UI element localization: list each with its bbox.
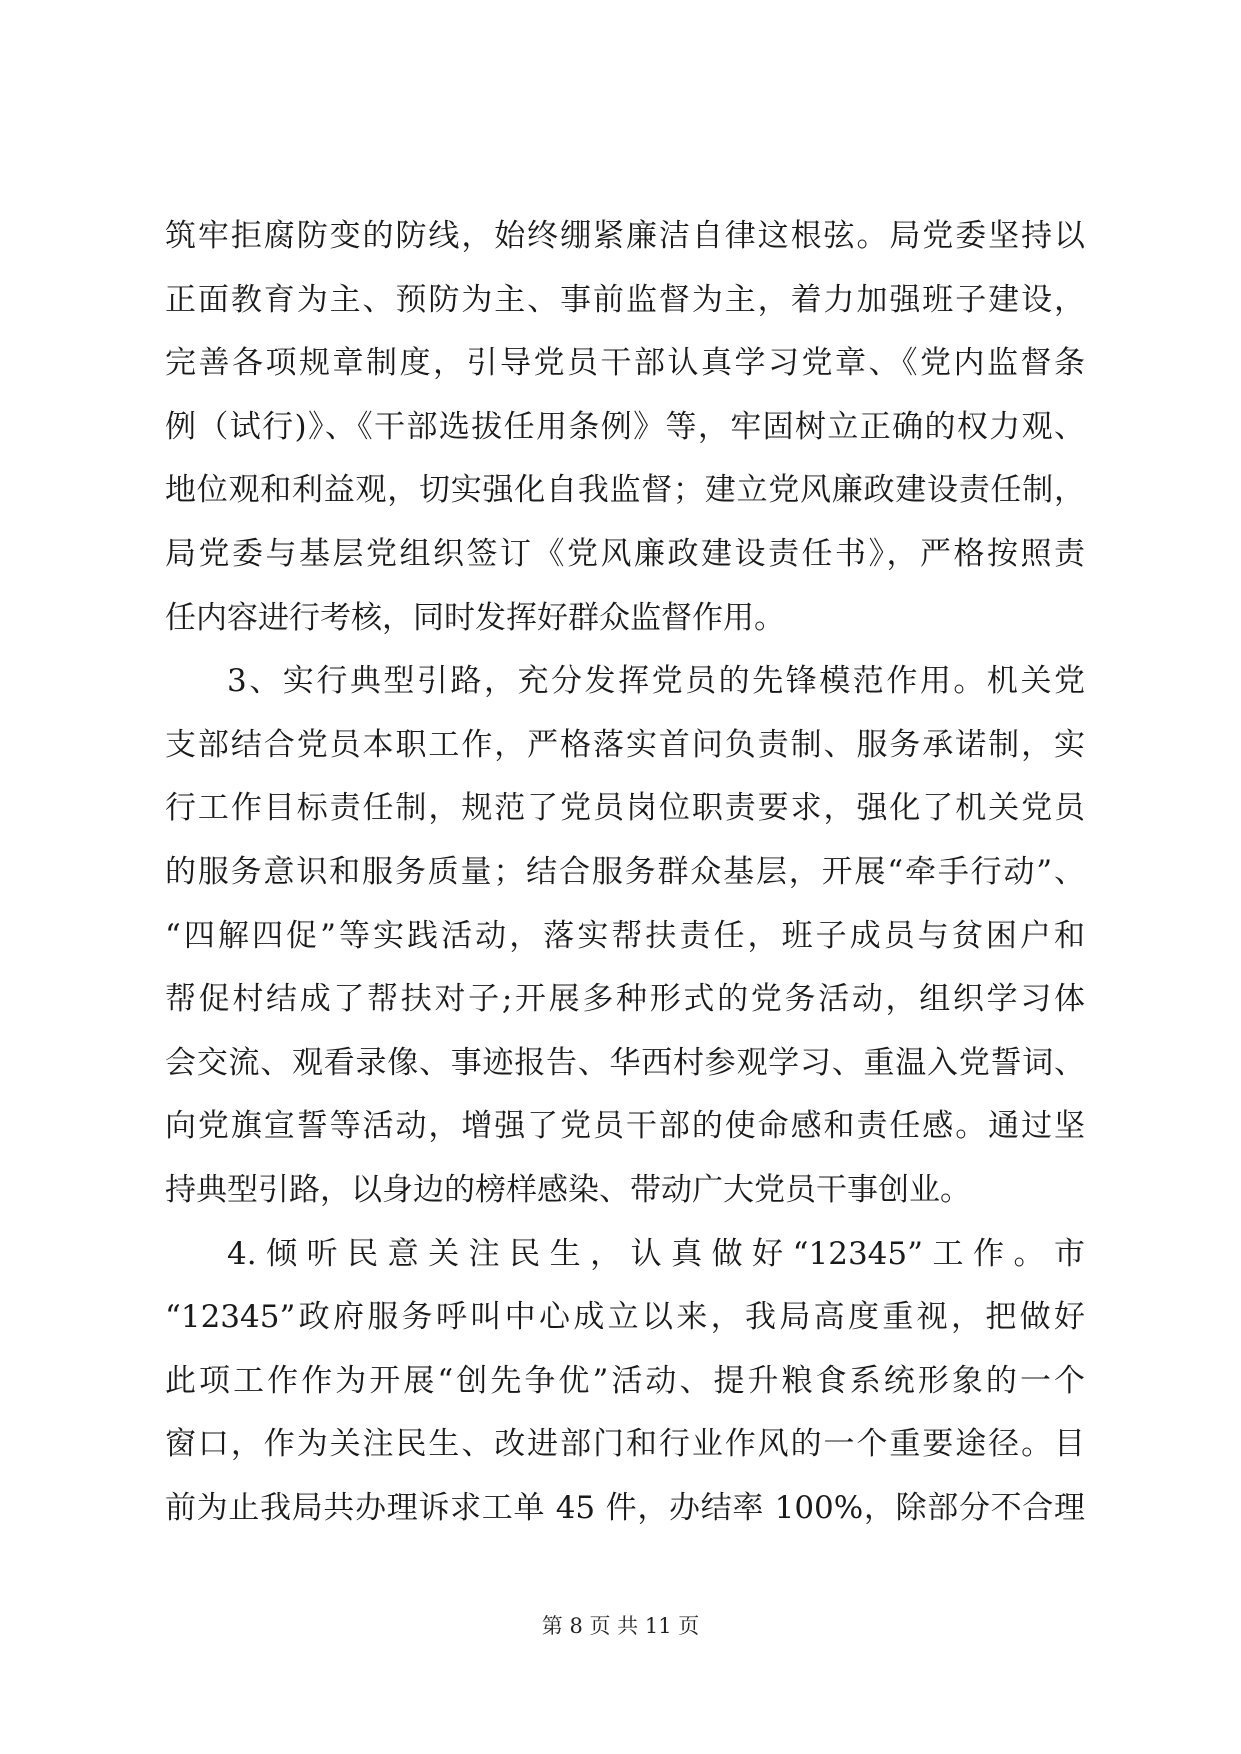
paragraph-2-line-2: 支部结合党员本职工作，严格落实首问负责制、服务承诺制，实 [165,726,1085,763]
paragraph-2-line-4: 的服务意识和服务质量；结合服务群众基层，开展“牵手行动”、 [165,853,1085,890]
paragraph-2-line-9: 持典型引路，以身边的榜样感染、带动广大党员干事创业。 [165,1171,971,1208]
document-body [165,205,1085,1540]
paragraph-3-line-2: “12345”政府服务呼叫中心成立以来，我局高度重视，把做好 [165,1299,1085,1336]
paragraph-2-line-5: “四解四促”等实践活动，落实帮扶责任，班子成员与贫困户和 [165,917,1085,954]
paragraph-3-line-1: 4.倾听民意关注民生，认真做好“12345”工作。市 [227,1235,1085,1272]
paragraph-1-line-6: 局党委与基层党组织签订《党风廉政建设责任书》，严格按照责 [165,535,1085,572]
paragraph-2-line-1: 3、实行典型引路，充分发挥党员的先锋模范作用。机关党 [227,663,1085,700]
page-number-footer: 第 8 页 共 11 页 [541,1614,700,1638]
paragraph-3-line-3: 此项工作作为开展“创先争优”活动、提升粮食系统形象的一个 [165,1362,1085,1399]
paragraph-2-line-7: 会交流、观看录像、事迹报告、华西村参观学习、重温入党誓词、 [165,1044,1085,1081]
paragraph-1-line-4: 例（试行)》、《干部选拔任用条例》等，牢固树立正确的权力观、 [165,408,1085,445]
paragraph-1-line-5: 地位观和利益观，切实强化自我监督；建立党风廉政建设责任制， [165,472,1085,509]
paragraph-1-line-1: 筑牢拒腐防变的防线，始终绷紧廉洁自律这根弦。局党委坚持以 [165,218,1085,254]
paragraph-1-line-3: 完善各项规章制度，引导党员干部认真学习党章、《党内监督条 [165,345,1085,382]
paragraph-2-line-6: 帮促村结成了帮扶对子;开展多种形式的党务活动，组织学习体 [165,981,1085,1018]
paragraph-3-line-5: 前为止我局共办理诉求工单 45 件，办结率 100%，除部分不合理 [165,1489,1085,1526]
paragraph-1-line-2: 正面教育为主、预防为主、事前监督为主，着力加强班子建设， [165,281,1085,318]
paragraph-2-line-8: 向党旗宣誓等活动，增强了党员干部的使命感和责任感。通过坚 [165,1108,1085,1145]
paragraph-3-line-4: 窗口，作为关注民生、改进部门和行业作风的一个重要途径。目 [165,1426,1085,1463]
paragraph-2-line-3: 行工作目标责任制，规范了党员岗位职责要求，强化了机关党员 [165,790,1085,827]
paragraph-1-line-7: 任内容进行考核，同时发挥好群众监督作用。 [165,599,785,636]
